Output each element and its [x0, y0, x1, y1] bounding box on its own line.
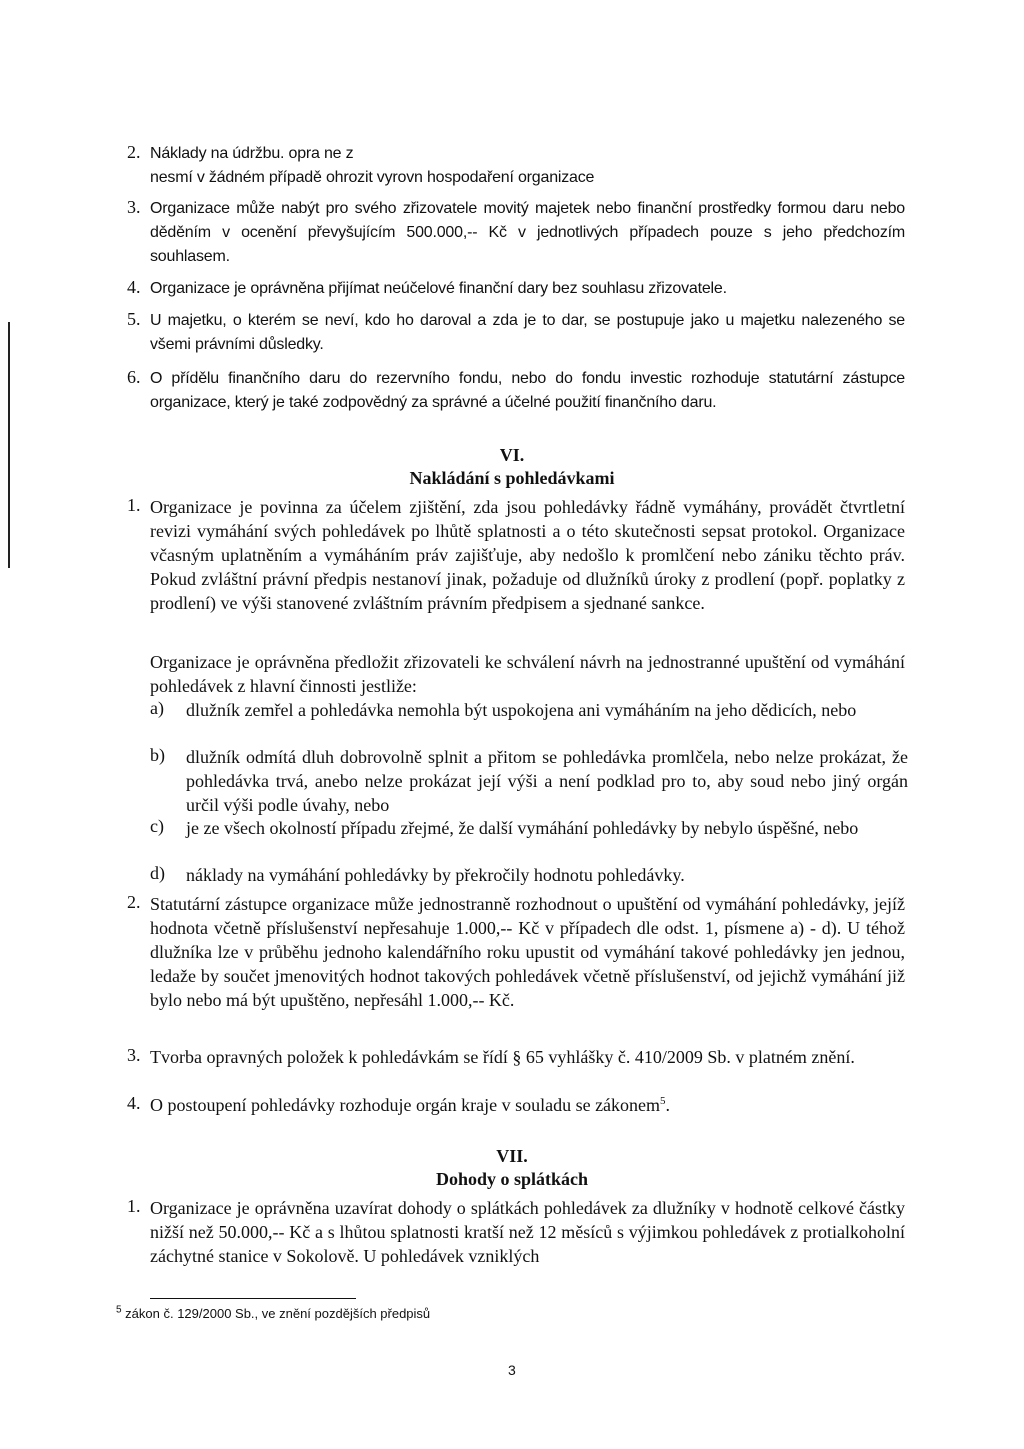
sublist-b-label: b)	[150, 745, 165, 765]
section-vi-item-4-number: 4.	[127, 1093, 141, 1113]
item-3-number: 3.	[127, 197, 141, 217]
item-3-text: Organizace může nabýt pro svého zřizovatele movitý majetek nebo finanční prostředky formou daru nebo děděním v ocenění převyšujícím 500.000,-- Kč v jednotlivých případech pouze s jeho předchozím souhlasem.	[150, 200, 905, 265]
section-vii-number: VII.	[496, 1146, 528, 1166]
section-vi-item-1-number: 1.	[127, 495, 141, 515]
section-vi-title: Nakládání s pohledávkami	[409, 468, 615, 488]
item-6-number: 6.	[127, 367, 141, 387]
section-vi-item-1-text: Organizace je povinna za účelem zjištění, zda jsou pohledávky řádně vymáhány, provádět čtvrtletní revizi vymáhání svých pohledávek po lhůtě splatnosti a o této skutečnosti sepsat protokol. Organizace včasným uplatněním a vymáháním práv zajišťuje, aby nedošlo k promlčení nebo zániku těchto práv. Pokud zvláštní právní předpis nestanoví jinak, požaduje od dlužníků úroky z prodlení (popř. poplatky z prodlení) ve výši stanovené zvláštním právním předpisem a sjednané sankce.	[150, 497, 905, 613]
footnote-ref-5: 5	[660, 1095, 666, 1107]
item-6-text: O přídělu finančního daru do rezervního fondu, nebo do fondu investic rozhoduje statutární zástupce organizace, který je také zodpovědný za správné a účelné použití finančního daru.	[150, 370, 905, 411]
section-vi-item-4-text	[150, 1093, 905, 1117]
sublist-a-label: a)	[150, 698, 164, 718]
item-2-number: 2.	[127, 142, 141, 162]
sublist-a-text: dlužník zemřel a pohledávka nemohla být uspokojena ani vymáháním na jeho dědicích, nebo	[186, 700, 857, 720]
section-vii-item-1-number: 1.	[127, 1196, 141, 1216]
footnote	[116, 1306, 430, 1321]
section-vi-item-3-number: 3.	[127, 1045, 141, 1065]
item-4-number: 4.	[127, 277, 141, 297]
section-vi-paragraph: Organizace je oprávněna předložit zřizovateli ke schválení návrh na jednostranné upuštění od vymáhání pohledávek z hlavní činnosti jestliže:	[150, 652, 905, 696]
item-5-number: 5.	[127, 309, 141, 329]
section-vi-item-2-text: Statutární zástupce organizace může jednostranně rozhodnout o upuštění od vymáhání pohledávky, jejíž hodnota včetně příslušenství nepřesahuje 1.000,-- Kč v případech dle odst. 1, písmene a) - d). U téhož dlužníka lze v průběhu jednoho kalendářního roku upustit od vymáhání takové pohledávky jen jednou, ledaže by součet jmenovitých hodnot takových pohledávek včetně příslušenství, od jejichž vymáhání již bylo nebo má být upuštěno, nepřesáhl 1.000,-- Kč.	[150, 894, 905, 1010]
sublist-c-label: c)	[150, 816, 164, 836]
item-5-text: U majetku, o kterém se neví, kdo ho daroval a zda je to dar, se postupuje jako u majetku nalezeného se všemi právními důsledky.	[150, 312, 905, 353]
footnote-text: zákon č. 129/2000 Sb., ve znění pozdějších předpisů	[121, 1306, 431, 1321]
item-2-line-1: Náklady na údržbu. opra ne z	[150, 145, 354, 162]
page-number: 3	[508, 1362, 516, 1378]
item-4-text: Organizace je oprávněna přijímat neúčelové finanční dary bez souhlasu zřizovatele.	[150, 280, 727, 297]
section-vii-title: Dohody o splátkách	[435, 1169, 589, 1189]
section-vii-item-1-text: Organizace je oprávněna uzavírat dohody o splátkách pohledávek za dlužníky v hodnotě celkové částky nižší než 50.000,-- Kč a s lhůtou splatnosti kratší než 12 měsíců s výjimkou pohledávek z protialkoholní záchytné stanice v Sokolově. U pohledávek vzniklých	[150, 1198, 905, 1266]
sublist-c-text: je ze všech okolností případu zřejmé, že další vymáhání pohledávky by nebylo úspěšné, nebo	[186, 818, 859, 838]
section-vi-item-3-text: Tvorba opravných položek k pohledávkám se řídí § 65 vyhlášky č. 410/2009 Sb. v platném znění.	[150, 1047, 855, 1067]
footnote-rule	[150, 1298, 356, 1299]
footnote-mark: 5	[116, 1304, 122, 1316]
section-vi-item-2-number: 2.	[127, 892, 141, 912]
sublist-b-text: dlužník odmítá dluh dobrovolně splnit a přitom se pohledávka promlčela, nebo nelze prokázat, že pohledávka trvá, anebo nelze prokázat její výši a není podklad pro to, aby soud nebo jiný orgán určil výši podle úvahy, nebo	[186, 747, 908, 815]
section-vi-item-4-body: O postoupení pohledávky rozhoduje orgán kraje v souladu se zákonem	[150, 1095, 661, 1115]
item-2-line-2: nesmí v žádném případě ohrozit vyrovn hospodaření organizace	[150, 169, 595, 186]
sublist-d-label: d)	[150, 863, 165, 883]
section-vi-item-4-tail: .	[665, 1095, 671, 1115]
sublist-d-text: náklady na vymáhání pohledávky by překročily hodnotu pohledávky.	[186, 865, 685, 885]
section-vi-number: VI.	[499, 445, 525, 465]
